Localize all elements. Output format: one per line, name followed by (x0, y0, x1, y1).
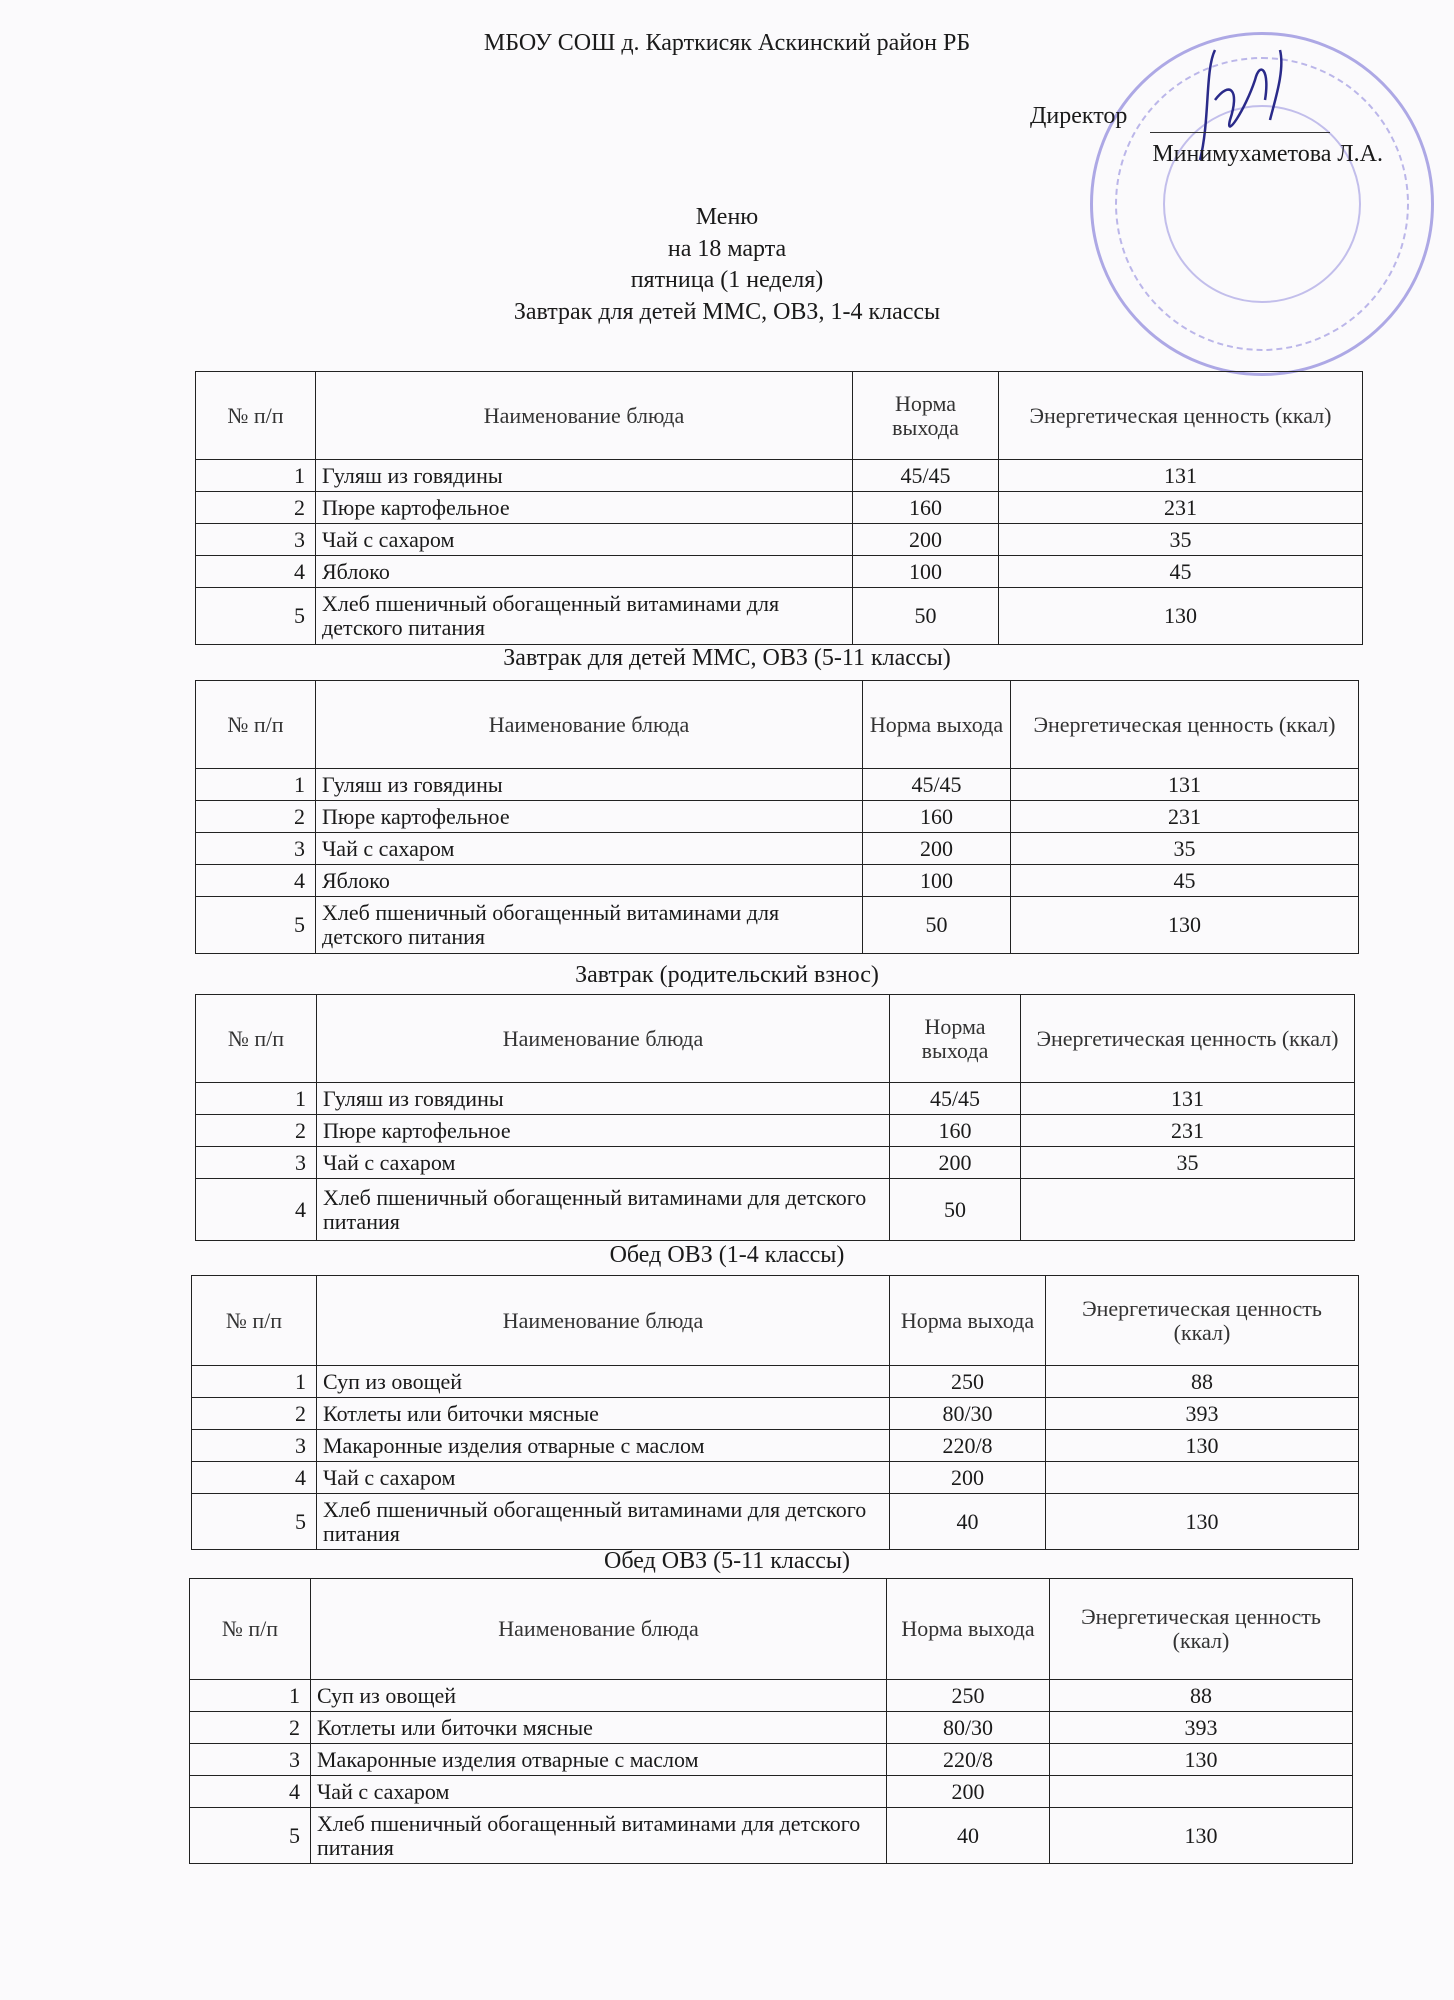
portion: 40 (887, 1808, 1050, 1864)
table-header-row (196, 681, 1359, 769)
col-dish-header: Наименование блюда (316, 372, 853, 460)
dish-name: Чай с сахаром (317, 1147, 890, 1179)
table-title: Завтрак для детей ММС, ОВЗ, 1-4 классы (513, 299, 941, 325)
col-energy-header: Энергетическая ценность (ккал) (999, 372, 1363, 460)
menu-table (189, 1578, 1353, 1864)
table-row (196, 769, 1359, 801)
dish-name: Котлеты или биточки мясные (311, 1712, 887, 1744)
dish-name: Хлеб пшеничный обогащенный витаминами для детского питания (316, 897, 863, 954)
energy: 35 (1011, 833, 1359, 865)
col-dish-header: Наименование блюда (311, 1579, 887, 1680)
dish-name: Хлеб пшеничный обогащенный витаминами для детского питания (311, 1808, 887, 1864)
row-number: 5 (192, 1494, 317, 1550)
dish-name: Чай с сахаром (316, 524, 853, 556)
dish-name: Гуляш из говядины (316, 769, 863, 801)
energy: 231 (1011, 801, 1359, 833)
table-row (192, 1398, 1359, 1430)
menu-table (195, 994, 1355, 1241)
energy: 393 (1046, 1398, 1359, 1430)
energy: 35 (999, 524, 1363, 556)
energy: 130 (1046, 1494, 1359, 1550)
dish-name: Хлеб пшеничный обогащенный витаминами для детского питания (316, 588, 853, 645)
energy: 130 (1046, 1430, 1359, 1462)
portion: 160 (853, 492, 999, 524)
row-number: 3 (192, 1430, 317, 1462)
portion: 45/45 (890, 1083, 1021, 1115)
table-row (196, 460, 1363, 492)
table-header-row (190, 1579, 1353, 1680)
menu-table (195, 680, 1359, 954)
col-dish-header: Наименование блюда (317, 995, 890, 1083)
row-number: 3 (196, 1147, 317, 1179)
portion: 50 (863, 897, 1011, 954)
dish-name: Яблоко (316, 556, 853, 588)
dish-name: Яблоко (316, 865, 863, 897)
table-row (196, 524, 1363, 556)
col-dish-header: Наименование блюда (316, 681, 863, 769)
col-portion-header: Норма выхода (863, 681, 1011, 769)
portion: 100 (863, 865, 1011, 897)
dish-name: Макаронные изделия отварные с маслом (317, 1430, 890, 1462)
table-row (196, 801, 1359, 833)
table-row (190, 1776, 1353, 1808)
menu-day: пятница (1 неделя) (630, 267, 824, 293)
portion: 200 (887, 1776, 1050, 1808)
portion: 80/30 (890, 1398, 1046, 1430)
portion: 200 (890, 1462, 1046, 1494)
row-number: 5 (190, 1808, 311, 1864)
row-number: 3 (196, 524, 316, 556)
energy (1050, 1776, 1353, 1808)
dish-name: Гуляш из говядины (316, 460, 853, 492)
col-dish-header: Наименование блюда (317, 1276, 890, 1366)
dish-name: Хлеб пшеничный обогащенный витаминами для детского питания (317, 1179, 890, 1241)
portion: 160 (863, 801, 1011, 833)
row-number: 4 (196, 556, 316, 588)
row-number: 1 (196, 460, 316, 492)
col-number-header: № п/п (196, 372, 316, 460)
table-header-row (192, 1276, 1359, 1366)
row-number: 4 (196, 1179, 317, 1241)
table-row (192, 1430, 1359, 1462)
col-portion-header: Норма выхода (890, 1276, 1046, 1366)
row-number: 1 (196, 769, 316, 801)
portion: 220/8 (887, 1744, 1050, 1776)
table-row (192, 1462, 1359, 1494)
menu-title: Меню (695, 204, 759, 230)
col-number-header: № п/п (196, 995, 317, 1083)
portion: 200 (853, 524, 999, 556)
menu-date: на 18 марта (667, 236, 787, 262)
table-row (190, 1808, 1353, 1864)
table-header-row (196, 372, 1363, 460)
table-title: Завтрак для детей ММС, ОВЗ (5-11 классы) (503, 645, 951, 671)
col-number-header: № п/п (192, 1276, 317, 1366)
table-row (196, 833, 1359, 865)
dish-name: Пюре картофельное (317, 1115, 890, 1147)
energy (1021, 1179, 1355, 1241)
table-row (196, 1115, 1355, 1147)
row-number: 2 (196, 1115, 317, 1147)
portion: 45/45 (863, 769, 1011, 801)
energy: 393 (1050, 1712, 1353, 1744)
portion: 45/45 (853, 460, 999, 492)
dish-name: Пюре картофельное (316, 492, 853, 524)
energy: 131 (1011, 769, 1359, 801)
table-row (190, 1680, 1353, 1712)
table-title: Завтрак (родительский взнос) (575, 962, 879, 988)
energy: 88 (1050, 1680, 1353, 1712)
table-row (196, 492, 1363, 524)
energy: 131 (1021, 1083, 1355, 1115)
table-row (192, 1366, 1359, 1398)
dish-name: Пюре картофельное (316, 801, 863, 833)
director-label: Директор (1030, 103, 1128, 129)
row-number: 3 (190, 1744, 311, 1776)
row-number: 5 (196, 588, 316, 645)
energy: 35 (1021, 1147, 1355, 1179)
row-number: 4 (192, 1462, 317, 1494)
portion: 80/30 (887, 1712, 1050, 1744)
row-number: 1 (190, 1680, 311, 1712)
table-row (190, 1712, 1353, 1744)
row-number: 2 (190, 1712, 311, 1744)
portion: 220/8 (890, 1430, 1046, 1462)
dish-name: Чай с сахаром (311, 1776, 887, 1808)
dish-name: Суп из овощей (311, 1680, 887, 1712)
table-row (196, 556, 1363, 588)
director-name: Минимухаметова Л.А. (1152, 141, 1383, 167)
col-number-header: № п/п (196, 681, 316, 769)
dish-name: Макаронные изделия отварные с маслом (311, 1744, 887, 1776)
col-energy-header: Энергетическая ценность (ккал) (1011, 681, 1359, 769)
portion: 160 (890, 1115, 1021, 1147)
energy: 88 (1046, 1366, 1359, 1398)
table-row (196, 1179, 1355, 1241)
col-portion-header: Норма выхода (887, 1579, 1050, 1680)
signature-line (1150, 132, 1330, 133)
energy: 130 (1050, 1744, 1353, 1776)
energy (1046, 1462, 1359, 1494)
table-row (196, 588, 1363, 645)
energy: 131 (999, 460, 1363, 492)
dish-name: Хлеб пшеничный обогащенный витаминами для детского питания (317, 1494, 890, 1550)
dish-name: Котлеты или биточки мясные (317, 1398, 890, 1430)
row-number: 1 (192, 1366, 317, 1398)
portion: 250 (890, 1366, 1046, 1398)
energy: 130 (1050, 1808, 1353, 1864)
table-row (190, 1744, 1353, 1776)
table-row (196, 897, 1359, 954)
table-row (196, 1083, 1355, 1115)
school-name: МБОУ СОШ д. Карткисяк Аскинский район РБ (483, 30, 971, 56)
portion: 50 (853, 588, 999, 645)
table-row (196, 1147, 1355, 1179)
energy: 45 (999, 556, 1363, 588)
portion: 200 (863, 833, 1011, 865)
col-portion-header: Норма выхода (853, 372, 999, 460)
col-portion-header: Норма выхода (890, 995, 1021, 1083)
row-number: 2 (192, 1398, 317, 1430)
table-row (192, 1494, 1359, 1550)
row-number: 3 (196, 833, 316, 865)
dish-name: Гуляш из говядины (317, 1083, 890, 1115)
row-number: 1 (196, 1083, 317, 1115)
portion: 250 (887, 1680, 1050, 1712)
row-number: 2 (196, 492, 316, 524)
energy: 231 (999, 492, 1363, 524)
energy: 130 (999, 588, 1363, 645)
dish-name: Чай с сахаром (316, 833, 863, 865)
row-number: 2 (196, 801, 316, 833)
col-energy-header: Энергетическая ценность (ккал) (1050, 1579, 1353, 1680)
table-header-row (196, 995, 1355, 1083)
col-energy-header: Энергетическая ценность (ккал) (1046, 1276, 1359, 1366)
energy: 130 (1011, 897, 1359, 954)
energy: 231 (1021, 1115, 1355, 1147)
col-number-header: № п/п (190, 1579, 311, 1680)
energy: 45 (1011, 865, 1359, 897)
row-number: 4 (190, 1776, 311, 1808)
portion: 100 (853, 556, 999, 588)
menu-table (195, 371, 1363, 645)
dish-name: Чай с сахаром (317, 1462, 890, 1494)
table-title: Обед ОВЗ (1-4 классы) (609, 1242, 845, 1268)
portion: 50 (890, 1179, 1021, 1241)
col-energy-header: Энергетическая ценность (ккал) (1021, 995, 1355, 1083)
row-number: 4 (196, 865, 316, 897)
table-title: Обед ОВЗ (5-11 классы) (604, 1548, 850, 1574)
portion: 40 (890, 1494, 1046, 1550)
dish-name: Суп из овощей (317, 1366, 890, 1398)
menu-table (191, 1275, 1359, 1550)
row-number: 5 (196, 897, 316, 954)
table-row (196, 865, 1359, 897)
portion: 200 (890, 1147, 1021, 1179)
